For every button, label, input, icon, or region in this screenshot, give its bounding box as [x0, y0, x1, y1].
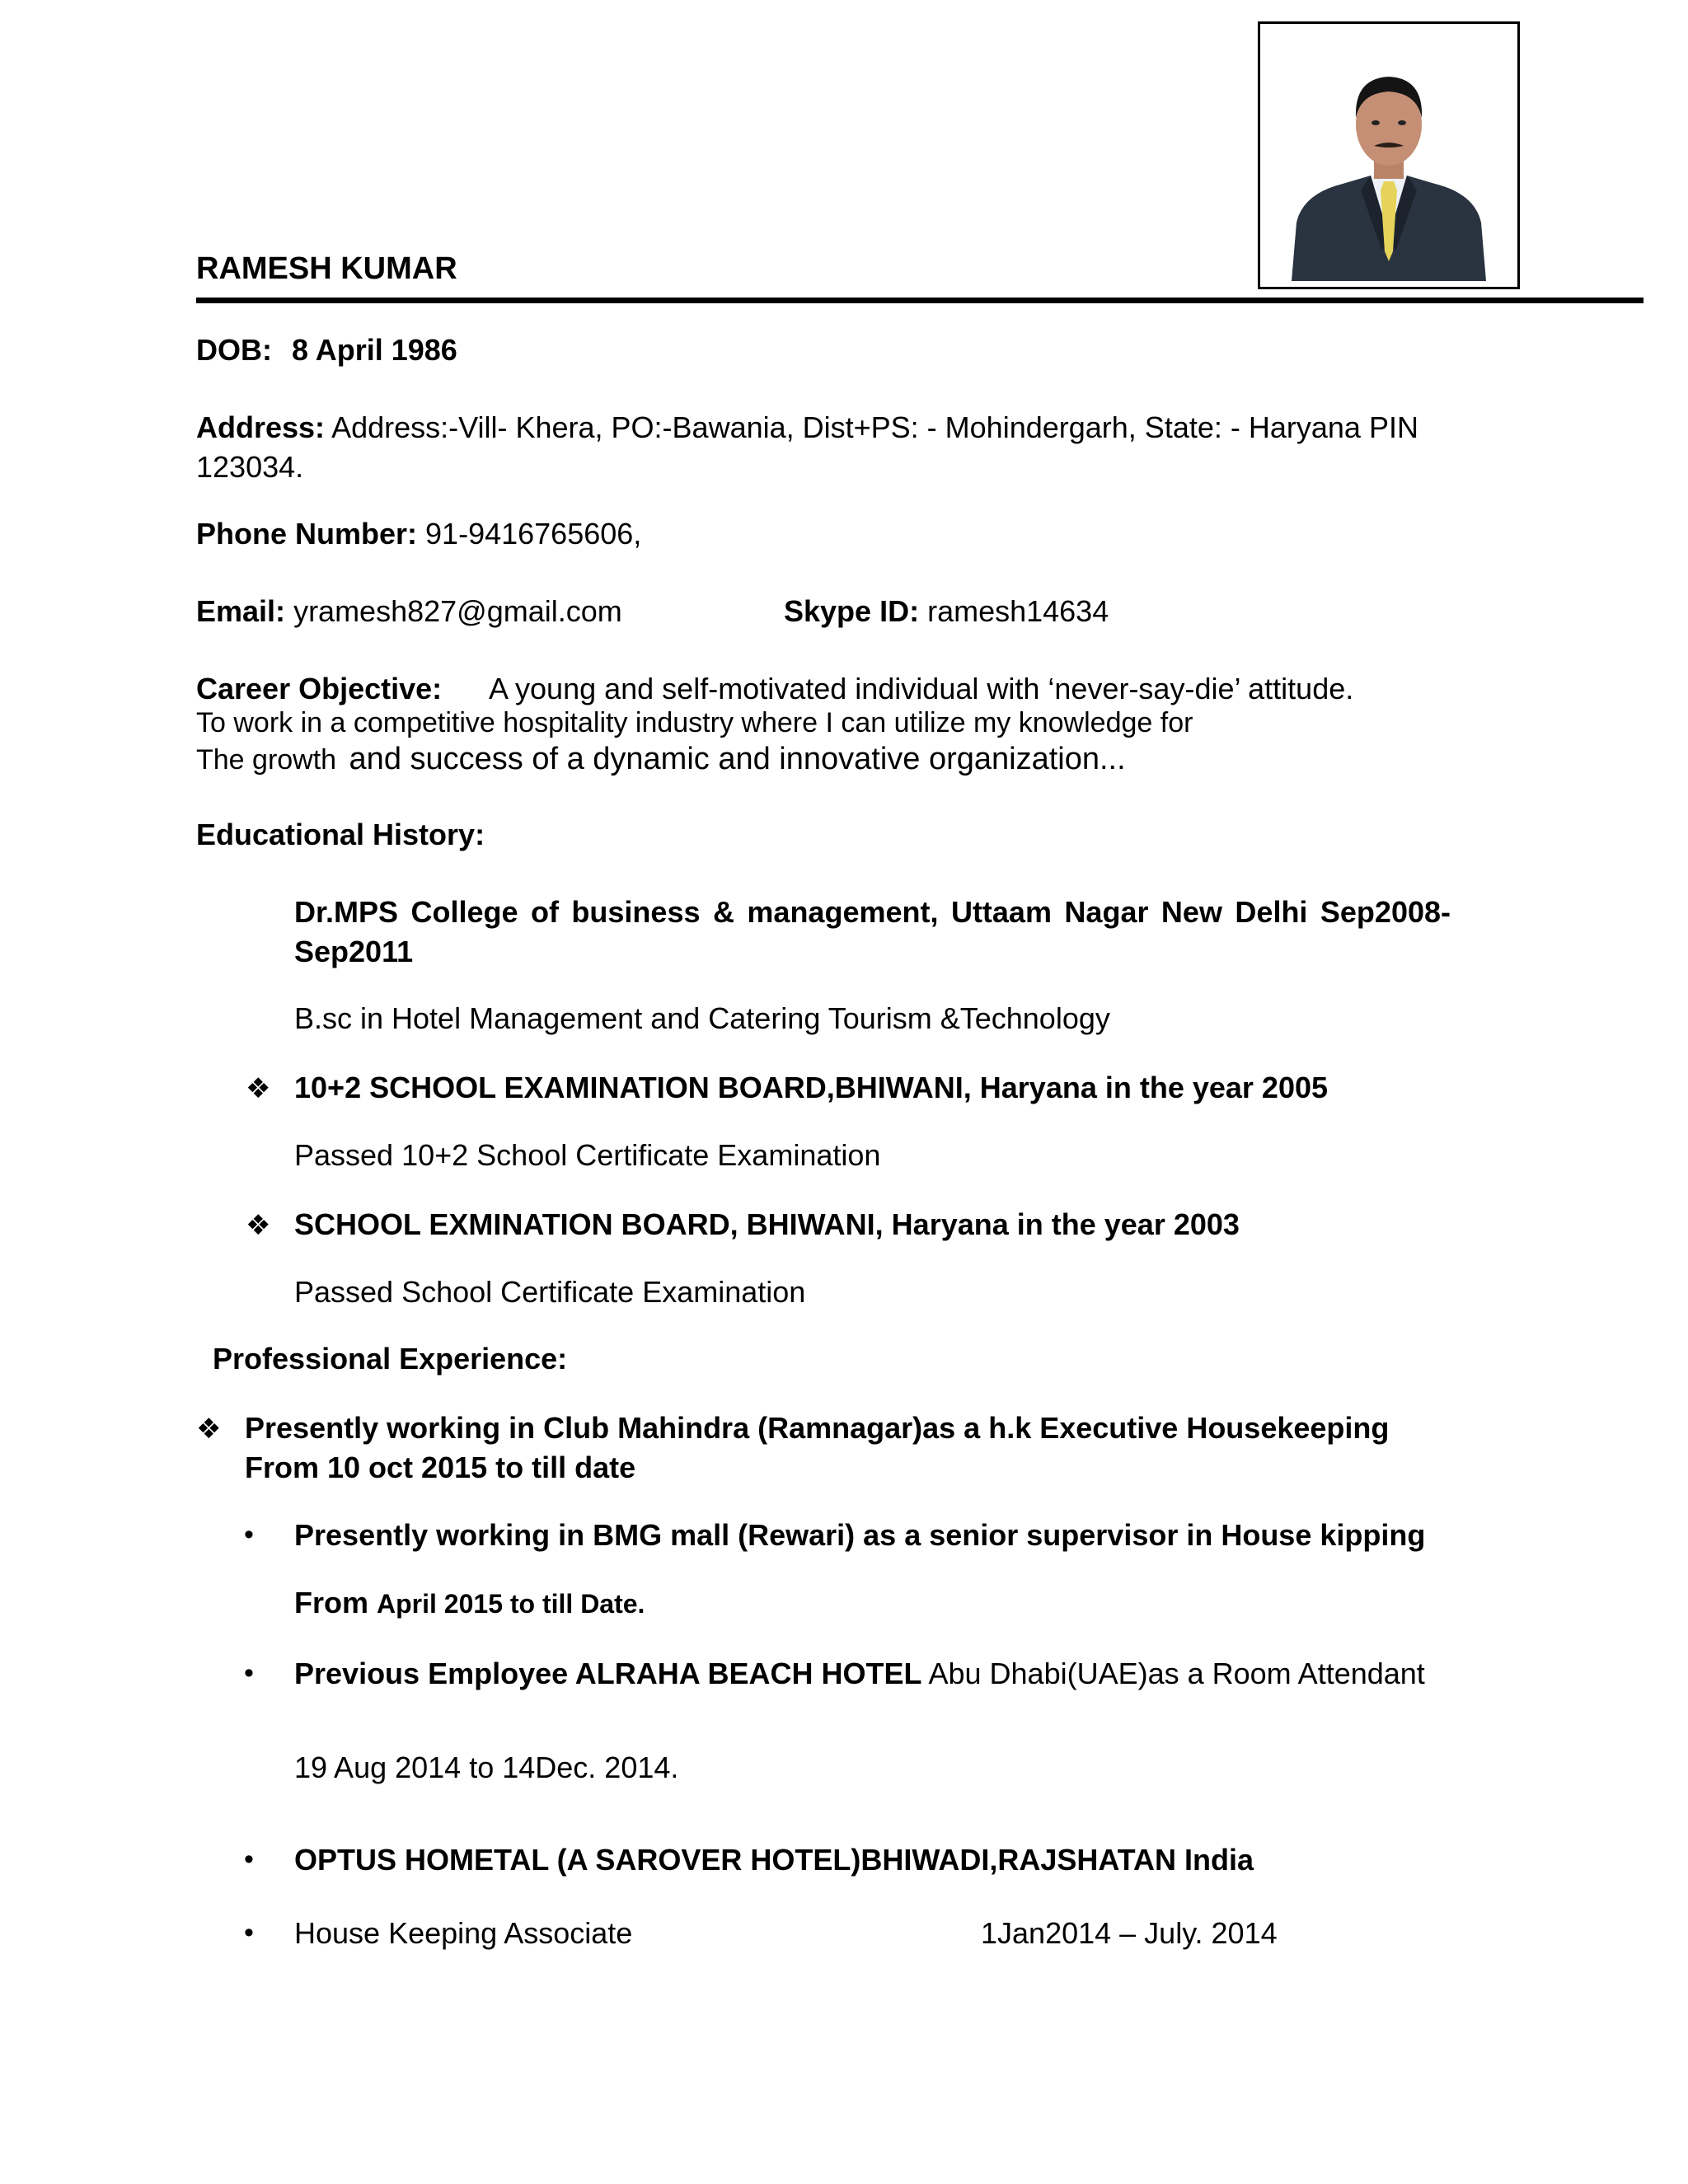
dob-row [196, 333, 457, 368]
objective-line3 [196, 742, 1126, 777]
dot-bullet-icon: • [244, 1657, 254, 1689]
dob-value: 8 April 1986 [292, 333, 457, 367]
dot-bullet-icon: • [244, 1519, 254, 1550]
experience-item-2-employer: Previous Employee ALRAHA BEACH HOTEL [294, 1657, 922, 1690]
skype-row [784, 594, 1109, 629]
experience-item-1-line1: Presently working in BMG mall (Rewari) as a senior supervisor in House kipping [294, 1518, 1426, 1552]
dot-bullet-icon: • [244, 1844, 254, 1875]
address-line1: Address:-Vill- Khera, PO:-Bawania, Dist+PS: - Mohindergarh, State: - Haryana PIN [331, 410, 1418, 444]
experience-current-line2: From 10 oct 2015 to till date [245, 1451, 636, 1484]
phone-label: Phone Number: [196, 517, 418, 551]
education-entry-3-detail: Passed School Certificate Examination [294, 1275, 806, 1309]
objective-line3b: and success of a dynamic and innovative organization... [349, 742, 1126, 776]
objective-line2: To work in a competitive hospitality industry where I can utilize my knowledge for [196, 707, 1193, 738]
experience-item-2-line1 [294, 1657, 1425, 1691]
diamond-bullet-icon: ❖ [246, 1073, 271, 1104]
education-entry-1-detail: B.sc in Hotel Management and Catering Tourism &Technology [294, 1001, 1110, 1035]
email-label: Email: [196, 594, 286, 628]
objective-label: Career Objective: [196, 672, 443, 705]
skype-label: Skype ID: [784, 594, 920, 628]
dob-label: DOB: [196, 333, 272, 367]
experience-item-1-dates [294, 1586, 645, 1620]
experience-item-1-from-label: From [294, 1586, 368, 1619]
experience-item-3-employer: OPTUS HOMETAL (A SAROVER HOTEL)BHIWADI,RAJSHATAN India [294, 1843, 1254, 1877]
experience-item-1-from-value: April 2015 to till Date. [377, 1589, 645, 1619]
diamond-bullet-icon: ❖ [246, 1210, 271, 1241]
experience-current-line1: Presently working in Club Mahindra (Ramnagar)as a h.k Executive Housekeeping [245, 1411, 1390, 1445]
address-line2: 123034. [196, 450, 304, 484]
email-value: yramesh827@gmail.com [293, 594, 622, 628]
education-entry-1-title-line1: Dr.MPS College of business & management, Uttaam Nagar New Delhi Sep2008- [294, 895, 1451, 929]
experience-item-4-dates: 1Jan2014 – July. 2014 [981, 1916, 1278, 1950]
education-entry-2-detail: Passed 10+2 School Certificate Examination [294, 1138, 881, 1172]
address-label: Address: [196, 410, 326, 444]
education-entry-2-title: 10+2 SCHOOL EXAMINATION BOARD,BHIWANI, Haryana in the year 2005 [294, 1071, 1329, 1104]
experience-heading: Professional Experience: [213, 1342, 568, 1376]
email-row [196, 594, 622, 629]
candidate-name: RAMESH KUMAR [196, 251, 457, 286]
phone-value: 91-9416765606, [425, 517, 642, 551]
objective-row [196, 672, 442, 706]
experience-item-4-role: House Keeping Associate [294, 1916, 633, 1950]
objective-line3a: The growth [196, 744, 337, 776]
experience-item-2-role: Abu Dhabi(UAE)as a Room Attendant [928, 1657, 1425, 1690]
objective-line1: A young and self-motivated individual with ‘never-say-die’ attitude. [489, 672, 1354, 705]
education-entry-3-title: SCHOOL EXMINATION BOARD, BHIWANI, Haryana in the year 2003 [294, 1207, 1240, 1241]
experience-item-2-dates: 19 Aug 2014 to 14Dec. 2014. [294, 1750, 679, 1784]
phone-row [196, 517, 641, 551]
education-heading: Educational History: [196, 818, 485, 851]
education-entry-1-title-line2: Sep2011 [294, 935, 414, 968]
dot-bullet-icon: • [244, 1917, 254, 1948]
skype-value: ramesh14634 [927, 594, 1109, 628]
profile-photo [1258, 21, 1520, 289]
person-photo-icon [1285, 45, 1493, 281]
diamond-bullet-icon: ❖ [196, 1413, 222, 1445]
header-divider [196, 298, 1643, 303]
address-row [196, 410, 1418, 445]
